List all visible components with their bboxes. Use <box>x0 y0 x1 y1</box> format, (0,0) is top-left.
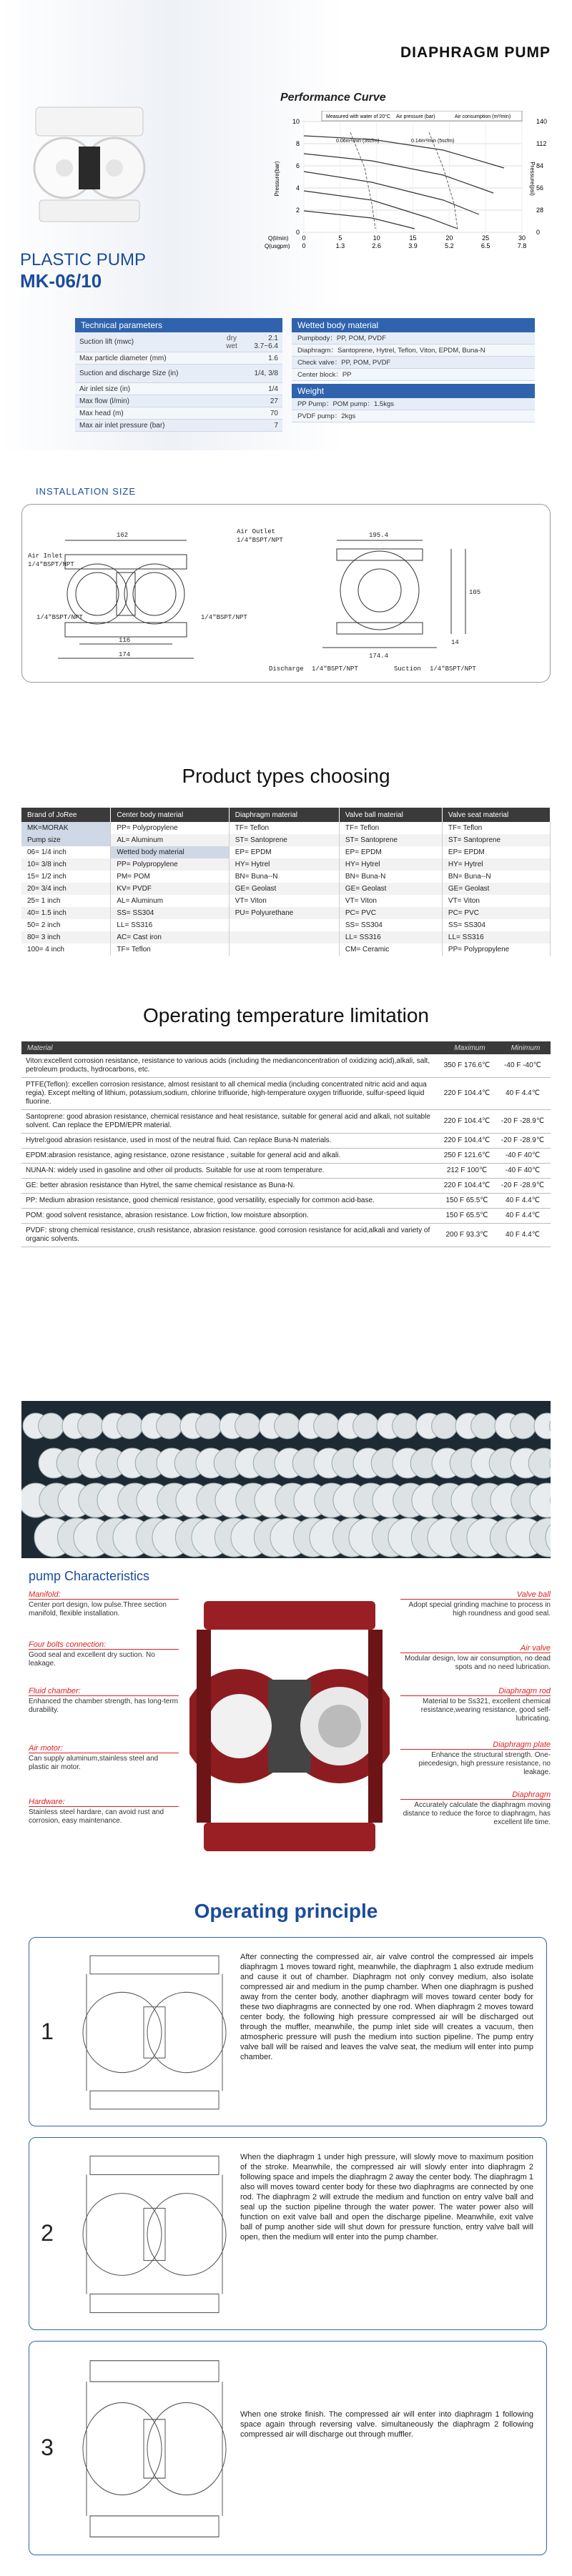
tech-unit: dry wet <box>226 334 237 350</box>
tech-param: Suction and discharge Size (in) <box>79 370 179 377</box>
bottom-tick-2: 7.8 <box>517 242 527 249</box>
tech-param: Max air inlet pressure (bar) <box>79 421 165 430</box>
feature-desc: Adopt special grinding machine to process in high roundness and good seal. <box>408 1601 551 1618</box>
temp-min: 40 F 4.4℃ <box>495 1194 551 1209</box>
bottom-tick-2: 6.5 <box>480 242 490 249</box>
pt-row <box>21 907 551 919</box>
temp-material: Viton:excellent corrosion resistance, resistance to various acids (including the medianconcentration of oxidizing acid),alkali, salt, petroleum products, hydrocarbons, etc. <box>21 1054 439 1078</box>
tech-param: Air inlet size (in) <box>79 385 131 393</box>
feature-title: Air valve <box>400 1644 551 1653</box>
pt-cell: BN= Buna--N <box>229 871 339 883</box>
label-spec: 1/4"BSPT/NPT <box>28 561 74 568</box>
feature-title: Hardware: <box>29 1798 179 1807</box>
label-spec: 1/4"BSPT/NPT <box>201 614 247 621</box>
bottom-tick-2: 2.6 <box>372 242 381 249</box>
pt-cell <box>229 931 339 943</box>
tech-value: 70 <box>270 409 278 417</box>
right-tick: 112 <box>536 140 547 147</box>
pt-cell: EP= EPDM <box>339 846 442 858</box>
bottom-label: Q(l/min) <box>268 235 289 242</box>
temp-min: 40 F 4.4℃ <box>495 1224 551 1247</box>
pt-cell: 06= 1/4 inch <box>21 846 111 858</box>
pt-cell: HY= Hytrel <box>339 858 442 871</box>
pump-name-line2: MK-06/10 <box>20 270 102 292</box>
pt-cell: EP= EPDM <box>229 846 339 858</box>
bottom-tick-2: 5.2 <box>445 242 454 249</box>
pt-cell: 50= 2 inch <box>21 919 111 931</box>
temp-max: 212 F 100℃ <box>439 1164 495 1179</box>
step-diagram <box>79 1948 230 2116</box>
temp-row <box>21 1209 551 1224</box>
feature-desc: Can supply aluminum,stainless steel and plastic air motor. <box>29 1755 159 1771</box>
pt-cell: HY= Hytrel <box>442 858 550 871</box>
pt-cell: 40= 1.5 inch <box>21 907 111 919</box>
temp-row <box>21 1164 551 1179</box>
temp-material: NUNA-N: widely used in gasoline and other oil products. Suitable for use at room temperature. <box>21 1164 439 1179</box>
temp-row <box>21 1179 551 1194</box>
pt-cell: GE= Geolast <box>339 883 442 895</box>
tech-row <box>75 352 282 365</box>
operating-step <box>29 2341 547 2555</box>
pump-item <box>511 1448 551 1478</box>
pump-item <box>298 1413 340 1439</box>
temp-row <box>21 1224 551 1247</box>
pt-cell: ST= Santoprene <box>339 834 442 846</box>
label-air-inlet: Air Inlet <box>28 553 63 560</box>
col-material: Material <box>21 1041 439 1054</box>
tech-param: Max particle diameter (mm) <box>79 354 167 362</box>
bottom-tick: 15 <box>409 234 417 242</box>
feature-right <box>400 1644 551 1672</box>
feature-desc: Enhance the structural strength. One-piecedesign, high pressure resistance, no leakage. <box>418 1751 551 1776</box>
feature-desc: Enhanced the chamber strength, has long-term durability. <box>29 1698 179 1714</box>
pump-item <box>23 1413 64 1439</box>
bottom-tick: 5 <box>338 234 342 242</box>
feature-right <box>400 1687 551 1723</box>
pump-item <box>337 1413 379 1439</box>
pt-cell: PM= POM <box>111 871 229 883</box>
pt-header: Valve ball material <box>339 808 442 822</box>
pt-cell: LL= SS316 <box>339 931 442 943</box>
temp-row <box>21 1134 551 1149</box>
right-tick: 0 <box>536 229 541 236</box>
pt-cell: SS= SS304 <box>442 919 550 931</box>
bottom-tick: 10 <box>373 234 380 242</box>
pt-row <box>21 846 551 858</box>
wetted-title: Wetted body material <box>292 318 535 332</box>
pt-cell: CM= Ceramic <box>339 943 442 956</box>
pump-item <box>141 1413 182 1439</box>
pt-cell: EP= EPDM <box>442 846 550 858</box>
dim-label: 174.4 <box>369 653 389 660</box>
wetted-row: Pumpbody：PP, POM, PVDF <box>292 332 535 345</box>
tech-row <box>75 332 282 352</box>
pt-cell: PU= Polyurethane <box>229 907 339 919</box>
pt-cell: PP= Polypropylene <box>111 858 229 871</box>
pt-cell: Pump size <box>21 834 111 846</box>
temp-material: PP: Medium abrasion resistance, good chemical resistance, good versatility, especially for common acid-base. <box>21 1194 439 1209</box>
pt-cell: MK=MORAK <box>21 822 111 834</box>
weight-title: Weight <box>292 384 535 398</box>
pt-header: Brand of JoRee <box>21 808 111 822</box>
product-types-table <box>21 808 551 956</box>
pt-cell: PP= Polypropylene <box>111 822 229 834</box>
cutaway-pump-image <box>189 1594 390 1866</box>
legend-item: Air pressure (bar) <box>396 114 435 119</box>
temp-material: POM: good solvent resistance, abrasion resistance. Low friction, low moisture absorption. <box>21 1209 439 1224</box>
feature-left <box>29 1687 179 1715</box>
pt-cell: Wetted body material <box>111 846 229 858</box>
pt-cell: BN= Buna-N <box>339 871 442 883</box>
performance-title: Performance Curve <box>280 91 386 104</box>
pt-cell <box>229 919 339 931</box>
feature-title: Four bolts connection: <box>29 1640 179 1650</box>
tech-param: Max flow (l/min) <box>79 397 130 405</box>
pt-cell: VT= Viton <box>229 895 339 907</box>
bottom-tick-2: 3.9 <box>408 242 418 249</box>
weight-row: PVDF pump：2kgs <box>292 410 535 422</box>
temp-min: -40 F 40℃ <box>495 1149 551 1164</box>
dim-label: 105 <box>469 589 481 596</box>
temp-max: 150 F 65.5℃ <box>439 1209 495 1224</box>
feature-title: Fluid chamber: <box>29 1687 179 1696</box>
dim-label: 14 <box>451 639 459 646</box>
step-number: 3 <box>41 2434 54 2460</box>
step-diagram <box>79 2352 230 2545</box>
step-number: 2 <box>41 2220 54 2246</box>
feature-left <box>29 1590 179 1618</box>
temp-row <box>21 1194 551 1209</box>
bottom-tick: 25 <box>482 234 490 242</box>
pt-cell: 20= 3/4 inch <box>21 883 111 895</box>
temp-max: 250 F 121.6℃ <box>439 1149 495 1164</box>
pt-cell: AL= Aluminum <box>111 895 229 907</box>
weight-row: PP Pump：POM pump：1.5kgs <box>292 398 535 410</box>
pt-cell: 80= 3 inch <box>21 931 111 943</box>
temp-min: 40 F 4.4℃ <box>495 1209 551 1224</box>
left-tick: 10 <box>292 118 300 125</box>
pump-item <box>102 1413 143 1439</box>
pt-cell: HY= Hytrel <box>229 858 339 871</box>
pump-photo <box>29 79 150 243</box>
label-spec: 1/4"BSPT/NPT <box>312 665 358 673</box>
pt-row <box>21 931 551 943</box>
characteristics-title: pump Characteristics <box>29 1569 150 1583</box>
label-air-outlet: Air Outlet <box>237 528 276 535</box>
label-spec: 1/4"BSPT/NPT <box>36 614 83 621</box>
pump-item <box>495 1413 536 1439</box>
tech-parameters <box>75 318 282 432</box>
right-tick: 56 <box>536 184 544 192</box>
annotation: 0.14m³/min (5scfm) <box>411 139 455 144</box>
feature-right <box>400 1590 551 1618</box>
temp-min: 40 F 4.4℃ <box>495 1078 551 1110</box>
right-tick: 140 <box>536 118 548 125</box>
feature-left <box>29 1798 179 1826</box>
pt-cell: AC= Cast iron <box>111 931 229 943</box>
feature-desc: Modular design, low air consumption, no dead spots and no need lubrication. <box>404 1655 551 1671</box>
tech-value: 1/4, 3/8 <box>254 370 278 377</box>
product-types-title: Product types choosing <box>182 765 390 787</box>
temp-row <box>21 1149 551 1164</box>
pump-item <box>62 1413 104 1439</box>
operating-step <box>29 1937 547 2126</box>
pt-cell: LL= SS316 <box>442 931 550 943</box>
pt-row <box>21 871 551 883</box>
tech-row <box>75 365 282 383</box>
label-suction: Suction <box>394 665 421 673</box>
pt-cell: AL= Aluminum <box>111 834 229 846</box>
pt-cell: TF= Teflon <box>339 822 442 834</box>
tech-row <box>75 395 282 407</box>
pump-item <box>455 1413 497 1439</box>
temp-material: PTFE(Teflon): excellen corrosion resistance, almost resistant to all chemical media (including concentrated nitric acid and aqua regia). Except melting of lithium, potassium,sodium, chlorine trifluoride, high-temperature oxygen trifluoride, sulfur-speed liquid fluorine. <box>21 1078 439 1110</box>
pt-header: Center body material <box>111 808 229 822</box>
tech-value: 2.1 3.7~6.4 <box>254 334 278 350</box>
pt-cell: GE= Geolast <box>229 883 339 895</box>
temp-max: 150 F 65.5℃ <box>439 1194 495 1209</box>
left-tick: 4 <box>295 184 300 192</box>
col-maximum: Maximum <box>439 1041 495 1054</box>
temp-row <box>21 1110 551 1134</box>
tech-row <box>75 407 282 420</box>
temp-max: 220 F 104.4℃ <box>439 1110 495 1134</box>
pump-name <box>20 250 163 292</box>
left-tick: 8 <box>295 140 300 147</box>
left-tick: 0 <box>295 229 300 236</box>
pt-cell: PP= Polypropylene <box>442 943 550 956</box>
pt-row <box>21 883 551 895</box>
feature-desc: Material to be Ss321, excellent chemical resistance,wearing resistance, good self-lubricating. <box>420 1698 551 1723</box>
dim-label: 162 <box>117 532 129 539</box>
bottom-tick: 30 <box>518 234 526 242</box>
pump-name-line1: PLASTIC PUMP <box>20 250 147 269</box>
left-tick: 2 <box>295 207 300 214</box>
tech-value: 7 <box>274 421 278 430</box>
feature-title: Manifold: <box>29 1590 179 1600</box>
pt-cell: 10= 3/8 inch <box>21 858 111 871</box>
feature-title: Valve ball <box>400 1590 551 1600</box>
pt-cell: TF= Teflon <box>111 943 229 956</box>
step-number: 1 <box>41 2018 54 2044</box>
label-discharge: Discharge <box>269 665 304 673</box>
feature-right <box>400 1740 551 1777</box>
temp-row <box>21 1054 551 1078</box>
feature-desc: Center port design, low pulse.Three section manifold, flexible installation. <box>29 1601 167 1618</box>
annotation: 0.06m³/min (3scfm) <box>336 139 380 144</box>
temp-material: EPDM:abrasion resistance, aging resistance, ozone resistance , suitable for general acid and alkali. <box>21 1149 439 1164</box>
pt-row <box>21 858 551 871</box>
tech-param: Suction lift (mwc) <box>79 338 134 346</box>
pt-cell: PC= PVC <box>339 907 442 919</box>
temperature-table <box>21 1041 551 1247</box>
pt-cell: ST= Santoprene <box>442 834 550 846</box>
bottom-tick-2: 1.3 <box>335 242 345 249</box>
installation-drawing <box>21 504 551 683</box>
pump-item <box>180 1413 222 1439</box>
feature-right <box>400 1790 551 1827</box>
feature-desc: Accurately calculate the diaphragm moving distance to reduce the force to diaphragm, has excellent life time. <box>403 1801 551 1826</box>
feature-desc: Good seal and excellent dry suction. No leakage. <box>29 1651 155 1668</box>
right-axis-label: Pressure(psi) <box>529 162 536 196</box>
tech-title: Technical parameters <box>75 318 282 332</box>
pt-cell: PC= PVC <box>442 907 550 919</box>
legend-item: Air consumption (m³/min) <box>455 114 511 119</box>
step-text: When one stroke finish. The compressed air will enter into diaphragm 1 following space again through reversing valve. simultaneously the diaphragm 2 following compressed air will discharge out through muffler. <box>240 2410 533 2439</box>
wetted-row: Check valve：PP, POM, PVDF <box>292 357 535 369</box>
wetted-row: Center block：PP <box>292 369 535 381</box>
temp-max: 200 F 93.3℃ <box>439 1224 495 1247</box>
pt-cell: 100= 4 inch <box>21 943 111 956</box>
dim-label: 174 <box>119 651 131 658</box>
pt-header: Diaphragm material <box>229 808 339 822</box>
bottom-tick: 0 <box>302 234 306 242</box>
temp-min: -20 F -28.9℃ <box>495 1134 551 1149</box>
feature-desc: Stainless steel hardare, can avoid rust and corrosion, easy maintenance. <box>29 1808 164 1825</box>
pt-row <box>21 943 551 956</box>
right-tick: 28 <box>536 207 544 214</box>
left-axis-label: Pressure(bar) <box>274 161 280 197</box>
temp-min: -20 F -28.9℃ <box>495 1179 551 1194</box>
temp-material: Santoprene: good abrasion resistance, chemical resistance and heat resistance, suitable for general acid and alkali, not suitable solvent. Can replace the EPDM/EPR material. <box>21 1110 439 1134</box>
temp-max: 350 F 176.6℃ <box>439 1054 495 1078</box>
pt-cell: SS= SS304 <box>339 919 442 931</box>
right-tick: 84 <box>536 162 544 169</box>
installation-title: INSTALLATION SIZE <box>36 486 137 497</box>
temp-max: 220 F 104.4℃ <box>439 1179 495 1194</box>
pt-cell <box>229 943 339 956</box>
pt-cell: LL= SS316 <box>111 919 229 931</box>
pt-row <box>21 919 551 931</box>
brand-title: DIAPHRAGM PUMP <box>400 44 551 61</box>
operating-step <box>29 2137 547 2330</box>
feature-title: Diaphragm <box>400 1790 551 1800</box>
temp-material: Hytrel:good abrasion resistance, used in most of the neutral fluid. Can replace Buna-N materials. <box>21 1134 439 1149</box>
bottom-tick-2: 0 <box>302 242 306 249</box>
characteristics-diagram <box>29 1590 551 1869</box>
legend-item: Measured with water of 20°C <box>326 114 390 119</box>
temp-min: -40 F 40℃ <box>495 1164 551 1179</box>
feature-title: Air motor: <box>29 1744 179 1753</box>
feature-title: Diaphragm plate <box>400 1740 551 1750</box>
pt-cell: KV= PVDF <box>111 883 229 895</box>
pt-row <box>21 822 551 834</box>
pt-header: Valve seat material <box>442 808 550 822</box>
tech-value: 1.6 <box>268 354 278 362</box>
step-text: After connecting the compressed air, air valve control the compressed air impels diaphragm 1 moves toward right, meanwhile, the diaphragm 1 also extrude medium and cause it out of chamber. Diaphragm not only convey medium, also isolate compressed air and medium in the pump chamber. When one diaphragm is pushed away from the center body, another diaphragm will moves toward center body for these two diaphragms are connected by one rod. When diaphragm 2 moves toward center body, the following high pressure compressed air will be discharged out through the muffler, meanwhile, the pump inlet side will creates a vacuum, then atmospheric pressure will push the medium into suction pipeline. The pump entry valve ball will be raised and leaves the valve seat, the medium will enter into pump chamber. <box>240 1953 533 2061</box>
temp-max: 220 F 104.4℃ <box>439 1078 495 1110</box>
step-diagram <box>79 2149 230 2320</box>
step-text: When the diaphragm 1 under high pressure, will slowly move to maximum position of the stroke. Meanwhile, the compressed air will slowly enter into diaphragm 2 following space and impels the diaphragm 2 away the center body. The diaphragm 1 also will moves toward center body for these two diaphragms are connected by one rod. The diaphragm 2 will extrude the medium and function on entry valve ball and seal up the suction pipeline through the water power. The water power also will function on exit valve ball and open the discharge pipeline. Meanwhile, exit valve ball of pump another side will shut down for pressure function, entry valve ball will open, then the medium will enter into the pump chamber. <box>240 2153 533 2241</box>
left-tick: 6 <box>295 162 300 169</box>
pump-item <box>534 1413 551 1439</box>
pt-row <box>21 895 551 907</box>
label-spec: 1/4"BSPT/NPT <box>237 537 283 544</box>
tech-value: 27 <box>270 397 278 405</box>
pt-cell: 15= 1/2 inch <box>21 871 111 883</box>
pump-item <box>220 1413 261 1439</box>
pt-cell: GE= Geolast <box>442 883 550 895</box>
feature-left <box>29 1640 179 1668</box>
temp-material: GE: better abrasion resistance than Hytrel, the same chemical resistance as Buna-N. <box>21 1179 439 1194</box>
dim-label: 116 <box>119 637 131 644</box>
pt-cell: TF= Teflon <box>442 822 550 834</box>
temp-min: -20 F -28.9℃ <box>495 1110 551 1134</box>
temperature-title: Operating temperature limitation <box>143 1004 429 1026</box>
wetted-material <box>292 318 535 422</box>
temp-row <box>21 1078 551 1110</box>
pt-cell: VT= Viton <box>442 895 550 907</box>
tech-param: Max head (m) <box>79 409 124 417</box>
feature-title: Diaphragm rod <box>400 1687 551 1696</box>
tech-value: 1/4 <box>268 385 278 393</box>
feature-left <box>29 1744 179 1772</box>
temp-max: 220 F 104.4℃ <box>439 1134 495 1149</box>
col-minimum: Minimum <box>495 1041 551 1054</box>
pump-item <box>259 1413 300 1439</box>
pt-cell: 25= 1 inch <box>21 895 111 907</box>
bottom-tick: 20 <box>445 234 453 242</box>
pt-cell: SS= SS304 <box>111 907 229 919</box>
pt-cell: VT= Viton <box>339 895 442 907</box>
operating-title: Operating principle <box>194 1900 378 1922</box>
pt-row <box>21 834 551 846</box>
performance-curve <box>265 111 565 261</box>
pt-cell: ST= Santoprene <box>229 834 339 846</box>
bottom-label: Q(usgpm) <box>265 243 290 249</box>
pump-item <box>416 1413 458 1439</box>
tech-row <box>75 383 282 395</box>
pt-cell: BN= Buna--N <box>442 871 550 883</box>
dim-label: 195.4 <box>369 532 389 539</box>
tech-row <box>75 420 282 432</box>
temp-material: PVDF: strong chemical resistance, crush resistance, abrasion resistance. good corrosion resistance for acid,alkali and variety of organic solvents. <box>21 1224 439 1247</box>
pumps-warehouse-photo <box>21 1401 551 1558</box>
pump-item <box>506 1518 551 1557</box>
label-spec: 1/4"BSPT/NPT <box>430 665 476 673</box>
pt-cell: TF= Teflon <box>229 822 339 834</box>
pump-item <box>377 1413 418 1439</box>
temp-min: -40 F -40℃ <box>495 1054 551 1078</box>
wetted-row: Diaphragm：Santoprene, Hytrel, Teflon, Viton, EPDM, Buna-N <box>292 345 535 357</box>
